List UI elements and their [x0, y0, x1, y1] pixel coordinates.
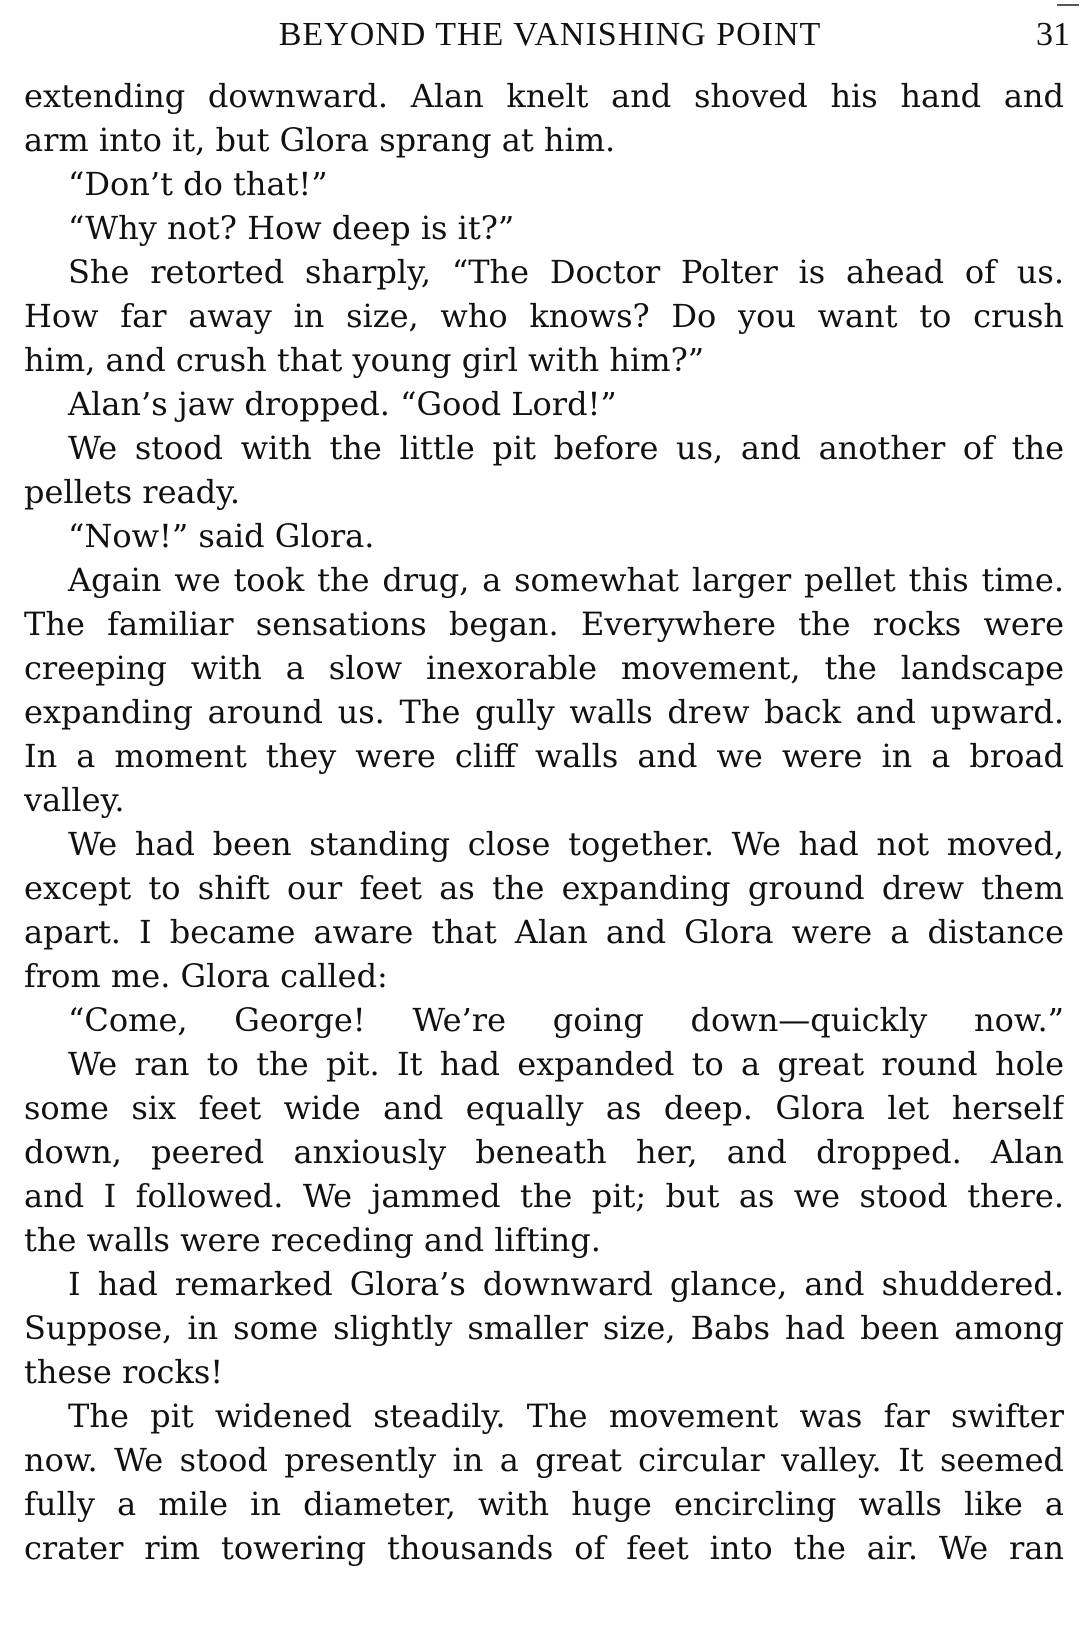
text-line: pellets ready. [24, 473, 241, 511]
text-line: “Don’t do that!” [68, 165, 328, 203]
text-line: creeping with a slow inexorable movement, the landscape [24, 649, 1064, 687]
text-line: In a moment they were cliff walls and we were in a broad [24, 737, 1064, 775]
text-line: I had remarked Glora’s downward glance, and shuddered. [68, 1265, 1064, 1303]
text-line: some six feet wide and equally as deep. Glora let herself [24, 1089, 1064, 1127]
text-line: “Why not? How deep is it?” [68, 209, 515, 247]
text-line: arm into it, but Glora sprang at him. [24, 121, 616, 159]
text-line: crater rim towering thousands of feet into the air. We ran [24, 1529, 1064, 1567]
text-line: now. We stood presently in a great circular valley. It seemed [24, 1441, 1064, 1479]
text-line: expanding around us. The gully walls drew back and upward. [24, 693, 1064, 731]
text-line: “Come, George! We’re going down—quickly now.” [68, 1001, 1064, 1039]
text-line: We stood with the little pit before us, and another of the [68, 429, 1064, 467]
text-line: extending downward. Alan knelt and shoved his hand and [24, 77, 1064, 115]
text-line: valley. [24, 781, 125, 819]
text-line: We had been standing close together. We had not moved, [68, 825, 1064, 863]
page-number: 31 [1036, 16, 1070, 53]
text-line: “Now!” said Glora. [68, 517, 375, 555]
body-text [24, 74, 1064, 1570]
text-line: apart. I became aware that Alan and Glora were a distance [24, 913, 1064, 951]
running-title: BEYOND THE VANISHING POINT [278, 16, 822, 53]
text-line: down, peered anxiously beneath her, and dropped. Alan [24, 1133, 1064, 1171]
text-line: Again we took the drug, a somewhat larger pellet this time. [68, 561, 1064, 599]
text-line: these rocks! [24, 1353, 224, 1391]
text-line: Alan’s jaw dropped. “Good Lord!” [68, 385, 617, 423]
text-line: him, and crush that young girl with him?” [24, 341, 705, 379]
text-line: from me. Glora called: [24, 957, 388, 995]
text-line: and I followed. We jammed the pit; but as we stood there. [24, 1177, 1064, 1215]
text-line: The pit widened steadily. The movement was far swifter [68, 1397, 1064, 1435]
text-line: We ran to the pit. It had expanded to a great round hole [68, 1045, 1064, 1083]
text-line: except to shift our feet as the expanding ground drew them [24, 869, 1064, 907]
text-line: How far away in size, who knows? Do you want to crush [24, 297, 1064, 335]
text-line: fully a mile in diameter, with huge encircling walls like a [24, 1485, 1064, 1523]
running-header [30, 10, 1070, 60]
text-line: Suppose, in some slightly smaller size, Babs had been among [24, 1309, 1064, 1347]
text-line: She retorted sharply, “The Doctor Polter is ahead of us. [68, 253, 1064, 291]
text-line: the walls were receding and lifting. [24, 1221, 601, 1259]
text-line: The familiar sensations began. Everywhere the rocks were [24, 605, 1064, 643]
corner-mark [1057, 4, 1079, 6]
